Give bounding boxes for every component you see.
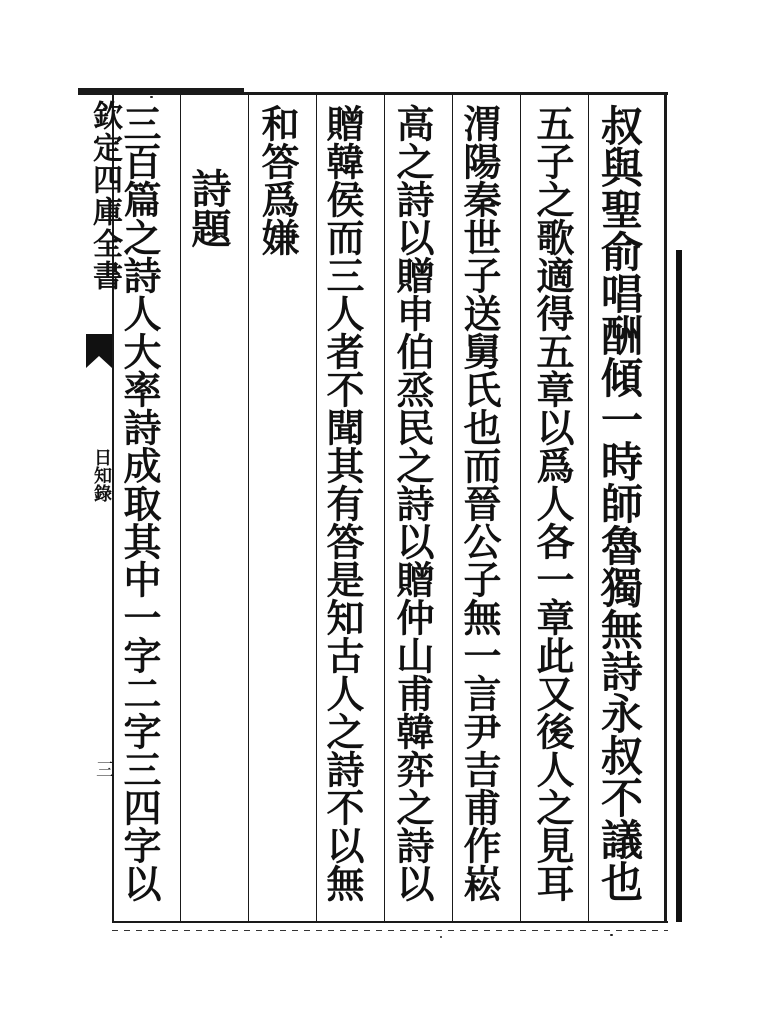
margin-page-number: 三 bbox=[93, 760, 114, 778]
column-divider bbox=[588, 94, 589, 922]
column-divider bbox=[316, 94, 317, 922]
text-column-6: 和答爲嫌 bbox=[255, 104, 300, 256]
column-divider bbox=[452, 94, 453, 922]
fishtail-mark-icon bbox=[84, 334, 114, 368]
column-divider bbox=[520, 94, 521, 922]
scan-speck bbox=[610, 934, 613, 936]
right-border bbox=[664, 94, 667, 922]
section-heading: 詩題 bbox=[185, 168, 232, 248]
bottom-border bbox=[112, 921, 668, 923]
top-border bbox=[78, 92, 668, 95]
text-column-1: 叔與聖俞唱酬傾一時師魯獨無詩永叔不議也 bbox=[595, 104, 644, 902]
margin-title: 欽定四庫全書 bbox=[87, 100, 122, 292]
margin-book-title: 日知錄 bbox=[91, 448, 112, 502]
top-border-thick bbox=[78, 88, 244, 92]
scan-speck bbox=[150, 96, 153, 98]
text-column-2: 五子之歌適得五章以爲人各一章此又後人之見耳 bbox=[530, 104, 575, 902]
column-divider bbox=[384, 94, 385, 922]
text-column-5: 贈韓侯而三人者不聞其有答是知古人之詩不以無 bbox=[320, 104, 365, 902]
bottom-border-dashed bbox=[112, 930, 668, 931]
column-divider bbox=[248, 94, 249, 922]
scan-speck bbox=[440, 936, 442, 938]
column-divider bbox=[180, 94, 181, 922]
text-column-8: 三百篇之詩人大率詩成取其中一字二字三四字以 bbox=[117, 104, 162, 902]
right-edge-bar bbox=[676, 250, 682, 922]
text-column-4: 高之詩以贈申伯烝民之詩以贈仲山甫韓弈之詩以 bbox=[390, 104, 435, 902]
text-column-3: 渭陽秦世子送舅氏也而晉公子無一言尹吉甫作崧 bbox=[457, 104, 502, 902]
